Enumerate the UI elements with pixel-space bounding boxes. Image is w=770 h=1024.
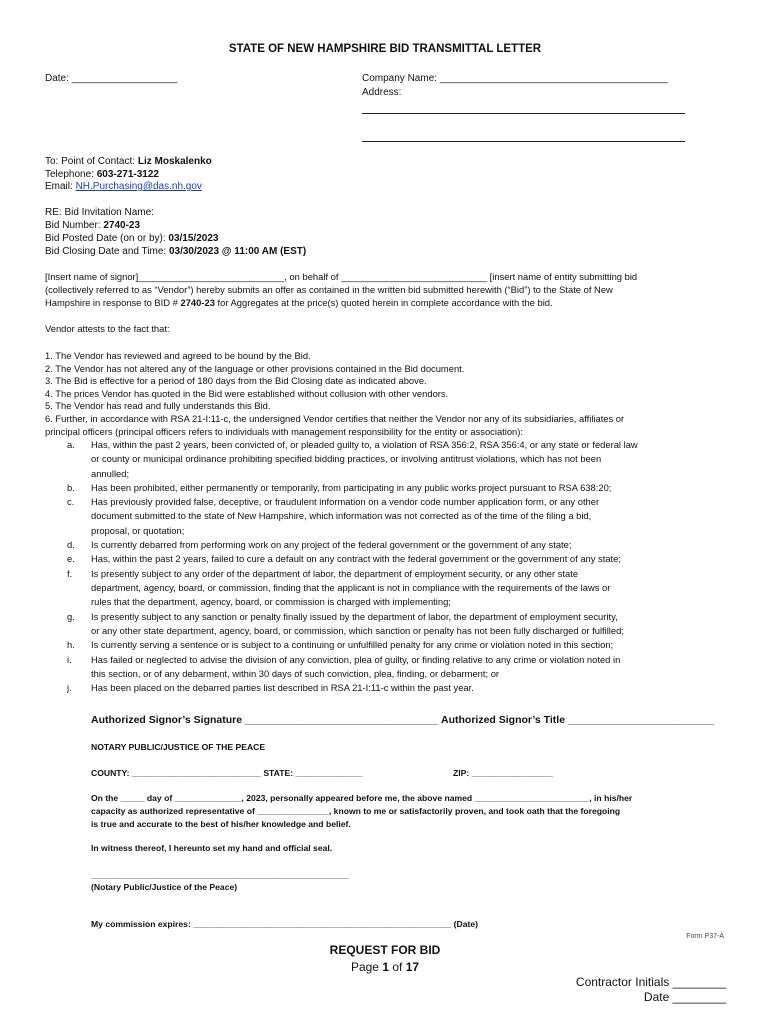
item-text-line: department, agency, board, or commission, finding that the applicant is not in compliance with the requirements of the laws or [91,581,611,593]
bid-number: Bid Number: 2740-23 [45,220,141,231]
item-text-line: Has, within the past 2 years, been convicted of, or pleaded guilty to, a violation of RSA 356:2, RSA 356:4, or any state or federal law [91,439,638,450]
item-text-line: or any other state department, agency, board, or commission, which sanction or penalty has not been fully discharged or fulfilled; [91,624,624,636]
form-id: Form P37-A [686,933,724,940]
offer-line-2: (collectively referred to as “Vendor”) hereby submits an offer as contained in the written bid submitted herewith (“Bid”) to the State of New [45,284,613,295]
attest-text: Vendor attests to the fact that: [45,323,170,334]
company-name-field[interactable]: Company Name: _________________________________________ [362,73,668,84]
notary-para-1: On the _____ day of ______________, 2023, personally appeared before me, the above named ________________________, in his/her [91,793,633,803]
commission-expires-field[interactable]: My commission expires: ______________________________________________________ (Date) [91,919,479,929]
witness-text: In witness thereof, I hereunto set my hand and official seal. [91,843,333,853]
item-letter: i. [67,653,72,665]
item-letter: g. [67,610,75,622]
item-text-line: rules that the department, agency, board, or commission is charged with implementing; [91,596,451,608]
item-text-line: or county or municipal ordinance prohibiting specified bidding practices, or involving antitrust violations, which has not been [91,453,602,465]
item-text-line: Is currently debarred from performing work on any project of the federal government or the government of any state; [91,539,572,551]
item-letter: c. [67,496,75,508]
page-title: STATE OF NEW HAMPSHIRE BID TRANSMITTAL LETTER [228,43,542,55]
notary-para-2: capacity as authorized representative of _______________, known to me or satisfactorily proven, and took oath that the foregoing [91,806,621,816]
item-text-line: Has previously provided false, deceptive, or fraudulent information on a vendor code number application form, or any other [91,496,600,508]
notary-signature-line[interactable]: ______________________________________________________ [91,870,350,880]
county-state-field[interactable]: COUNTY: ___________________________ STATE: ______________ [91,768,363,778]
item-text-line: Has, within the past 2 years, failed to cure a default on any contract with the federal government or the government of any state; [91,553,621,565]
offer-line-1: [Insert name of signor]____________________________, on behalf of ____________________________ [insert name of entity submitting bid [45,271,638,282]
bid-closing-date: Bid Closing Date and Time: 03/30/2023 @ 11:00 AM (EST) [45,246,307,257]
address-label: Address: [362,87,402,98]
numbered-item: 5. The Vendor has read and fully understands this Bid. [45,400,271,412]
numbered-item: 6. Further, in accordance with RSA 21-I:11-c, the undersigned Vendor certifies that neither the Vendor nor any of its subsidiaries, affiliates or [45,413,625,424]
request-for-bid: REQUEST FOR BID [329,943,441,957]
re-bid-name: RE: Bid Invitation Name: [45,207,154,218]
item-letter: h. [67,639,75,651]
item-text-line: Has failed or neglected to advise the division of any conviction, plea of guilty, or finding relative to any crime or violation noted in [91,653,621,665]
signor-title-line[interactable]: Authorized Signor’s Title _________________________ [441,714,714,726]
numbered-item: 1. The Vendor has reviewed and agreed to be bound by the Bid. [45,350,311,361]
item-text-line: Is presently subject to any sanction or penalty finally issued by the department of labor, the department of employment security, [91,610,618,622]
item-text-line: Is presently subject to any order of the department of labor, the department of employment security, or any other state [91,567,579,579]
numbered-item: principal officers (principal officers refers to individuals with management responsibility for the entity or association): [45,425,523,437]
item-text-line: proposal, or quotation; [91,524,185,536]
contractor-date-field[interactable]: Date ________ [643,990,726,1004]
telephone: Telephone: 603-271-3122 [45,169,159,180]
numbered-item: 2. The Vendor has not altered any of the language or other provisions contained in the Bid document. [45,362,465,374]
item-letter: d. [67,539,75,551]
item-text-line: Has been placed on the debarred parties list described in RSA 21-I:11-c within the past year. [91,682,474,694]
point-of-contact: To: Point of Contact: Liz Moskalenko [45,156,212,167]
item-letter: f. [67,567,73,579]
item-letter: b. [67,481,75,493]
contractor-initials-field[interactable]: Contractor Initials ________ [575,975,726,989]
offer-line-3: Hampshire in response to BID # 2740-23 for Aggregates at the price(s) quoted herein in complete accordance with the bid. [45,297,553,308]
notary-heading: NOTARY PUBLIC/JUSTICE OF THE PEACE [91,742,266,752]
item-text-line: this section, or of any debarment, within 30 days of such conviction, plea, finding, or debarment; or [91,667,500,679]
item-letter: a. [67,439,75,450]
page-number: Page 1 of 17 [350,960,420,974]
item-letter: j. [67,682,72,694]
notary-signature-caption: (Notary Public/Justice of the Peace) [91,882,238,892]
notary-para-3: is true and accurate to the best of his/her knowledge and belief. [91,819,351,829]
item-text-line: document submitted to the state of New Hampshire, which information was not corrected as of the time of the filing a bid, [91,510,592,522]
email-link[interactable]: NH.Purchasing@das.nh.gov [75,181,202,192]
zip-field[interactable]: ZIP: _________________ [453,768,553,778]
address-line-1[interactable] [362,113,685,114]
item-text-line: Has been prohibited, either permanently or temporarily, from participating in any public works project pursuant to RSA 638:20; [91,481,612,493]
address-line-2[interactable] [362,141,685,142]
bid-posted-date: Bid Posted Date (on or by): 03/15/2023 [45,233,219,244]
signature-line[interactable]: Authorized Signor’s Signature _________________________________ [91,714,438,726]
item-letter: e. [67,553,75,565]
numbered-item: 3. The Bid is effective for a period of 180 days from the Bid Closing date as indicated above. [45,375,427,387]
date-field[interactable]: Date: ___________________ [45,73,178,84]
item-text-line: annulled; [91,467,130,479]
item-text-line: Is currently serving a sentence or is subject to a continuing or unfulfilled penalty for any crime or violation noted in this section; [91,639,614,651]
numbered-item: 4. The prices Vendor has quoted in the Bid were established without collusion with other vendors. [45,387,449,399]
email: Email: NH.Purchasing@das.nh.gov [45,181,202,192]
